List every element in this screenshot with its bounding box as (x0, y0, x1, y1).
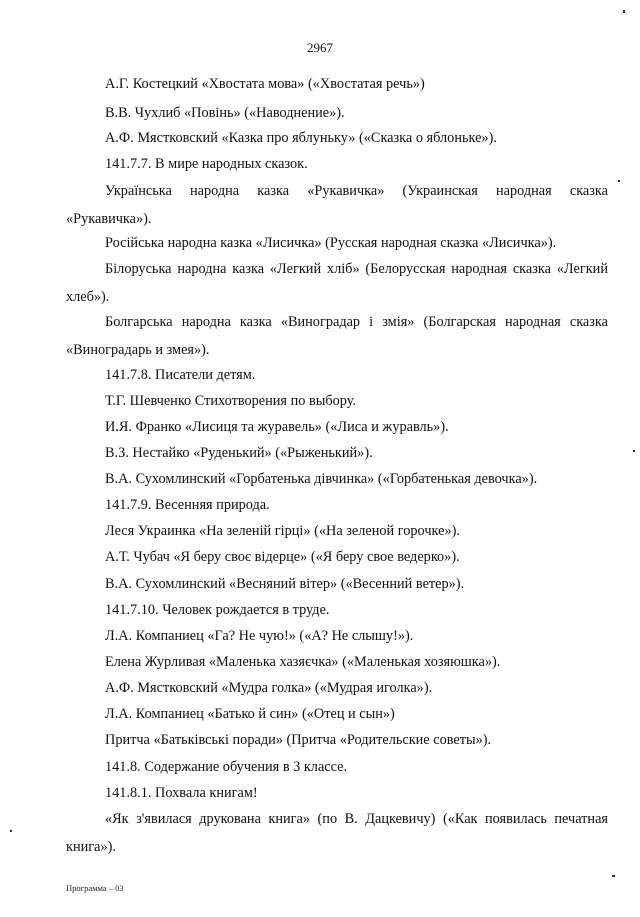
text-paragraph: Білоруська народна казка «Легкий хліб» (Белорусская народная сказка «Легкий хлеб»). (66, 261, 608, 305)
scan-dot (618, 180, 620, 182)
section-heading: 141.7.9. Весенняя природа. (105, 497, 270, 513)
page-footer: Программа – 03 (66, 883, 124, 893)
text-line: А.Т. Чубач «Я беру своє відерце» («Я беру свое ведерко»). (105, 549, 460, 565)
scan-dot (633, 450, 635, 452)
scan-dot (612, 875, 615, 877)
section-heading: 141.8. Содержание обучения в 3 классе. (105, 759, 348, 775)
section-heading: 141.7.7. В мире народных сказок. (105, 156, 308, 172)
text-line: В.В. Чухлиб «Повінь» («Наводнение»). (105, 105, 345, 121)
text-line: Л.А. Компаниец «Га? Не чую!» («А? Не слышу!»). (105, 628, 414, 644)
page-number: 2967 (307, 40, 333, 55)
text-line: И.Я. Франко «Лисиця та журавель» («Лиса и журавль»). (105, 419, 449, 435)
scan-dot (623, 10, 625, 13)
text-line: В.А. Сухомлинский «Горбатенька дівчинка» («Горбатенькая девочка»). (105, 471, 538, 487)
text-line: В.З. Нестайко «Руденький» («Рыженький»). (105, 445, 373, 461)
text-line: В.А. Сухомлинский «Весняний вітер» («Весенний ветер»). (105, 576, 465, 592)
text-line: А.Ф. Мястковский «Казка про яблуньку» («Сказка о яблоньке»). (105, 130, 497, 146)
text-line: Притча «Батьківські поради» (Притча «Родительские советы»). (105, 732, 492, 748)
text-line: А.Ф. Мястковский «Мудра голка» («Мудрая иголка»). (105, 680, 433, 696)
section-heading: 141.8.1. Похвала книгам! (105, 785, 258, 801)
text-paragraph: «Як з'явилася друкована книга» (по В. Дацкевичу) («Как появилась печатная книга»). (66, 811, 608, 855)
text-paragraph: Українська народна казка «Рукавичка» (Украинская народная сказка «Рукавичка»). (66, 183, 608, 227)
text-line: А.Г. Костецкий «Хвостата мова» («Хвостатая речь») (105, 76, 425, 92)
text-line: Елена Журливая «Маленька хазяєчка» («Маленькая хозяюшка»). (105, 654, 501, 670)
text-line: Російська народна казка «Лисичка» (Русская народная сказка «Лисичка»). (105, 235, 557, 251)
text-line: Л.А. Компаниец «Батько й син» («Отец и сын») (105, 706, 395, 722)
text-line: Т.Г. Шевченко Стихотворения по выбору. (105, 393, 356, 409)
text-line: Леся Украинка «На зеленій гірці» («На зеленой горочке»). (105, 523, 460, 539)
scan-dot (10, 830, 12, 832)
section-heading: 141.7.8. Писатели детям. (105, 367, 256, 383)
section-heading: 141.7.10. Человек рождается в труде. (105, 602, 330, 618)
text-paragraph: Болгарська народна казка «Виноградар і змія» (Болгарская народная сказка «Виноградарь и змея»). (66, 314, 608, 358)
